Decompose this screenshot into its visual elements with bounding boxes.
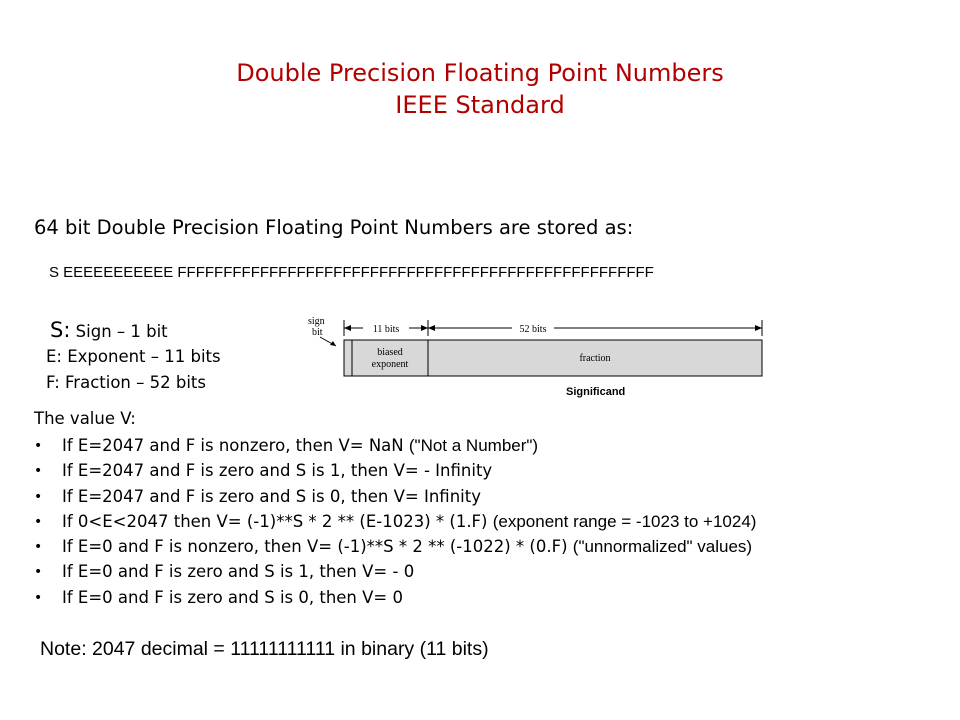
rule-item (34, 434, 756, 459)
exp-bits-arrow-right (421, 325, 428, 331)
bullet-icon: • (34, 438, 43, 454)
rule-text: If E=2047 and F is zero and S is 0, then V= Infinity (62, 486, 481, 506)
double-format-diagram (300, 308, 770, 388)
field-sign-key: S: (50, 318, 71, 342)
binary-note: Note: 2047 decimal = 11111111111 in binary (11 bits) (40, 638, 489, 660)
frac-bits-arrow-left (428, 325, 435, 331)
field-fraction: F: Fraction – 52 bits (46, 373, 206, 392)
bullet-icon: • (34, 564, 43, 581)
value-rules-list (34, 434, 756, 611)
field-sign-desc: Sign – 1 bit (75, 322, 168, 341)
exp-bits-arrow-left (344, 325, 351, 331)
bit-layout-string: S EEEEEEEEEEE FFFFFFFFFFFFFFFFFFFFFFFFFFFFFFFFFFFFFFFFFFFFFFFFFFFF (49, 264, 654, 281)
diagram-sign-label-2: bit (312, 327, 323, 338)
rule-text: If E=2047 and F is zero and S is 1, then V= - Infinity (62, 461, 493, 481)
page-title: Double Precision Floating Point Numbers (236, 59, 724, 87)
rule-note: ("unnormalized" values) (572, 537, 753, 557)
bullet-icon: • (34, 539, 43, 556)
rule-item (34, 459, 756, 484)
diagram-sign-label-1: sign (308, 316, 325, 327)
rule-item (34, 586, 756, 611)
rule-item (34, 510, 756, 535)
value-heading: The value V: (34, 409, 136, 428)
rule-text: If E=2047 and F is nonzero, then V= NaN (62, 436, 409, 455)
diagram-frac-bits: 52 bits (519, 324, 547, 335)
rule-item (34, 485, 756, 510)
rule-text: If E=0 and F is zero and S is 0, then V= 0 (62, 587, 403, 607)
diagram-exp-label-2: exponent (371, 359, 409, 370)
page-subtitle: IEEE Standard (395, 91, 565, 119)
rule-note: ("Not a Number") (408, 436, 539, 455)
sign-cell (344, 340, 352, 376)
rule-text: If E=0 and F is nonzero, then V= (-1)**S * 2 ** (-1022) * (0.F) (62, 537, 573, 557)
rule-note: (exponent range = -1023 to +1024) (492, 511, 757, 531)
exponent-cell (352, 340, 428, 376)
diagram-frac-label: fraction (579, 353, 611, 364)
field-exponent: E: Exponent – 11 bits (46, 347, 221, 366)
rule-text: If E=0 and F is zero and S is 1, then V= - 0 (62, 562, 415, 582)
significand-label: Significand (566, 386, 626, 398)
diagram-exp-label-1: biased (377, 347, 403, 358)
intro-text: 64 bit Double Precision Floating Point Numbers are stored as: (34, 216, 634, 239)
diagram-exp-bits: 11 bits (372, 324, 400, 335)
frac-bits-arrow-right (755, 325, 762, 331)
field-sign (50, 318, 168, 342)
bullet-icon: • (34, 463, 43, 480)
bullet-icon: • (34, 488, 43, 505)
rule-item (34, 535, 756, 560)
bullet-icon: • (34, 513, 43, 530)
rule-text: If 0<E<2047 then V= (-1)**S * 2 ** (E-1023) * (1.F) (62, 511, 493, 531)
rule-item (34, 560, 756, 585)
bullet-icon: • (34, 589, 43, 606)
